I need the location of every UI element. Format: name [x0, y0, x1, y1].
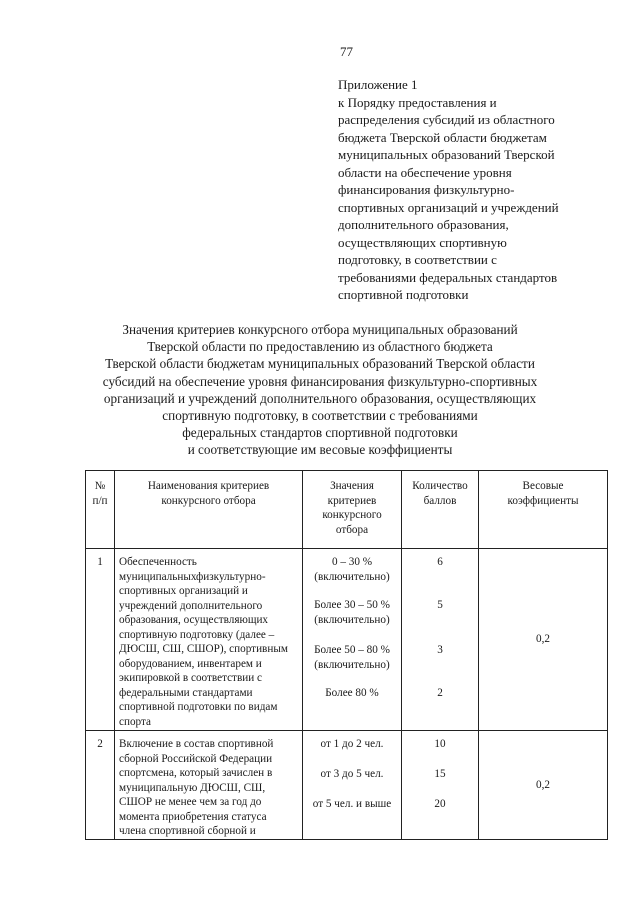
criterion-line: СШОР не менее чем за год до	[119, 796, 262, 808]
document-title	[60, 321, 580, 459]
criterion-value-line: от 3 до 5 чел.	[320, 768, 384, 780]
appendix-line: распределения субсидий из областного	[338, 112, 555, 127]
header-weight-line: Весовые	[522, 480, 564, 492]
row-criterion-values	[303, 731, 402, 840]
criteria-table	[85, 470, 608, 840]
criterion-value-line: (включительно)	[314, 658, 390, 671]
appendix-line: спортивных организаций и учреждений	[338, 199, 559, 215]
criterion-value	[306, 598, 398, 643]
appendix-line: к Порядку предоставления и	[338, 94, 497, 110]
points-value: 3	[437, 644, 443, 656]
header-values-line: отбора	[335, 523, 369, 536]
appendix-line: бюджета Тверской области бюджетам	[338, 129, 547, 145]
criterion-line: экипировкой в соответствии с	[119, 672, 262, 684]
title-line: Тверской области бюджетам муниципальных образований Тверской области	[105, 356, 535, 372]
appendix-line: требованиями федеральных стандартов	[338, 269, 558, 285]
title-line: спортивную подготовку, в соответствии с требованиями	[162, 408, 478, 424]
row-num: 1	[86, 549, 115, 731]
criterion-value	[306, 643, 398, 686]
header-name	[115, 471, 303, 549]
header-num	[86, 471, 115, 549]
criterion-value-line: от 1 до 2 чел.	[320, 738, 384, 750]
appendix-line: спортивной подготовки	[338, 287, 469, 302]
title-line: Тверской области по предоставлению из областного бюджета	[147, 339, 493, 355]
table-header-row	[86, 471, 608, 549]
appendix-heading	[338, 76, 608, 304]
title-line: и соответствующие им весовые коэффициенты	[187, 442, 453, 458]
header-name-line: Наименования критериев	[147, 480, 270, 492]
criterion-value	[306, 797, 398, 812]
criterion-value	[306, 737, 398, 767]
header-values-line: конкурсного	[322, 509, 382, 521]
table-row	[86, 549, 608, 731]
row-num: 2	[86, 731, 115, 840]
points-value: 5	[437, 599, 443, 611]
row-points	[402, 731, 479, 840]
criterion-value	[306, 686, 398, 730]
criterion-value-line: от 5 чел. и выше	[312, 798, 392, 810]
appendix-line: дополнительного образования,	[338, 217, 509, 232]
title-line: субсидий на обеспечение уровня финансирования физкультурно-спортивных	[102, 373, 538, 389]
criterion-line: спортивной подготовки по видам	[119, 701, 278, 713]
criterion-value-line: Более 50 – 80 %	[314, 644, 390, 656]
title-line: федеральных стандартов спортивной подготовки	[182, 425, 458, 441]
points-value: 2	[437, 687, 443, 699]
header-num-line: п/п	[92, 494, 108, 507]
criterion-line: муниципальную ДЮСШ, СШ,	[119, 781, 266, 794]
header-points	[402, 471, 479, 549]
header-weight-line: коэффициенты	[507, 494, 579, 507]
row-weight: 0,2	[479, 549, 608, 731]
points-value: 6	[437, 556, 443, 568]
row-criterion-values	[303, 549, 402, 731]
criterion-line: муниципальныхфизкультурно-	[119, 570, 266, 583]
criterion-value-line: Более 30 – 50 %	[314, 599, 390, 611]
criterion-line: учреждений дополнительного	[119, 599, 263, 612]
criterion-value-line: Более 80 %	[325, 687, 379, 699]
criterion-line: спорта	[119, 715, 151, 728]
criterion-line: Включение в состав спортивной	[119, 738, 274, 750]
points-value: 10	[434, 738, 446, 750]
header-name-line: конкурсного отбора	[161, 494, 256, 507]
criterion-line: момента приобретения статуса	[119, 810, 267, 823]
points-value: 20	[434, 798, 446, 810]
criterion-line: спортсмена, который зачислен в	[119, 767, 273, 779]
table-row	[86, 731, 608, 840]
criterion-line: спортивных организаций и	[119, 585, 248, 597]
appendix-line: финансирования физкультурно-	[338, 182, 515, 197]
header-values-line: критериев	[327, 494, 377, 507]
criterion-value	[306, 767, 398, 797]
row-criterion-name	[115, 549, 303, 731]
appendix-line: области на обеспечение уровня	[338, 164, 512, 180]
header-values	[303, 471, 402, 549]
appendix-line: Приложение 1	[338, 77, 418, 92]
header-weight	[479, 471, 608, 549]
appendix-line: подготовку, в соответствии с	[338, 252, 497, 267]
criterion-line: ДЮСШ, СШ, СШОР), спортивным	[119, 643, 288, 655]
criterion-line: спортивную подготовку (далее –	[119, 628, 275, 641]
criterion-line: образования, осуществляющих	[119, 614, 269, 626]
title-line: Значения критериев конкурсного отбора муниципальных образований	[122, 322, 518, 337]
criterion-line: Обеспеченность	[119, 556, 197, 568]
header-values-line: Значения	[330, 480, 374, 492]
header-points-line: Количество	[412, 480, 468, 492]
criterion-line: оборудованием, инвентарем и	[119, 657, 262, 670]
criterion-line: сборной Российской Федерации	[119, 752, 273, 765]
criterion-line: федеральными стандартами	[119, 686, 253, 699]
appendix-line: муниципальных образований Тверской	[338, 147, 555, 162]
header-num-line: №	[94, 480, 106, 492]
points-value: 15	[434, 768, 446, 780]
row-weight: 0,2	[479, 731, 608, 840]
criterion-value-line: (включительно)	[314, 570, 390, 583]
title-line: организаций и учреждений дополнительного образования, осуществляющих	[103, 390, 537, 406]
criterion-value-line: 0 – 30 %	[331, 556, 373, 568]
criterion-value	[306, 555, 398, 598]
appendix-line: осуществляющих спортивную	[338, 234, 507, 250]
criterion-value-line: (включительно)	[314, 613, 390, 626]
header-points-line: баллов	[423, 494, 457, 507]
criterion-line: члена спортивной сборной и	[119, 825, 256, 837]
page-number: 77	[340, 44, 353, 59]
row-criterion-name	[115, 731, 303, 840]
row-points	[402, 549, 479, 731]
